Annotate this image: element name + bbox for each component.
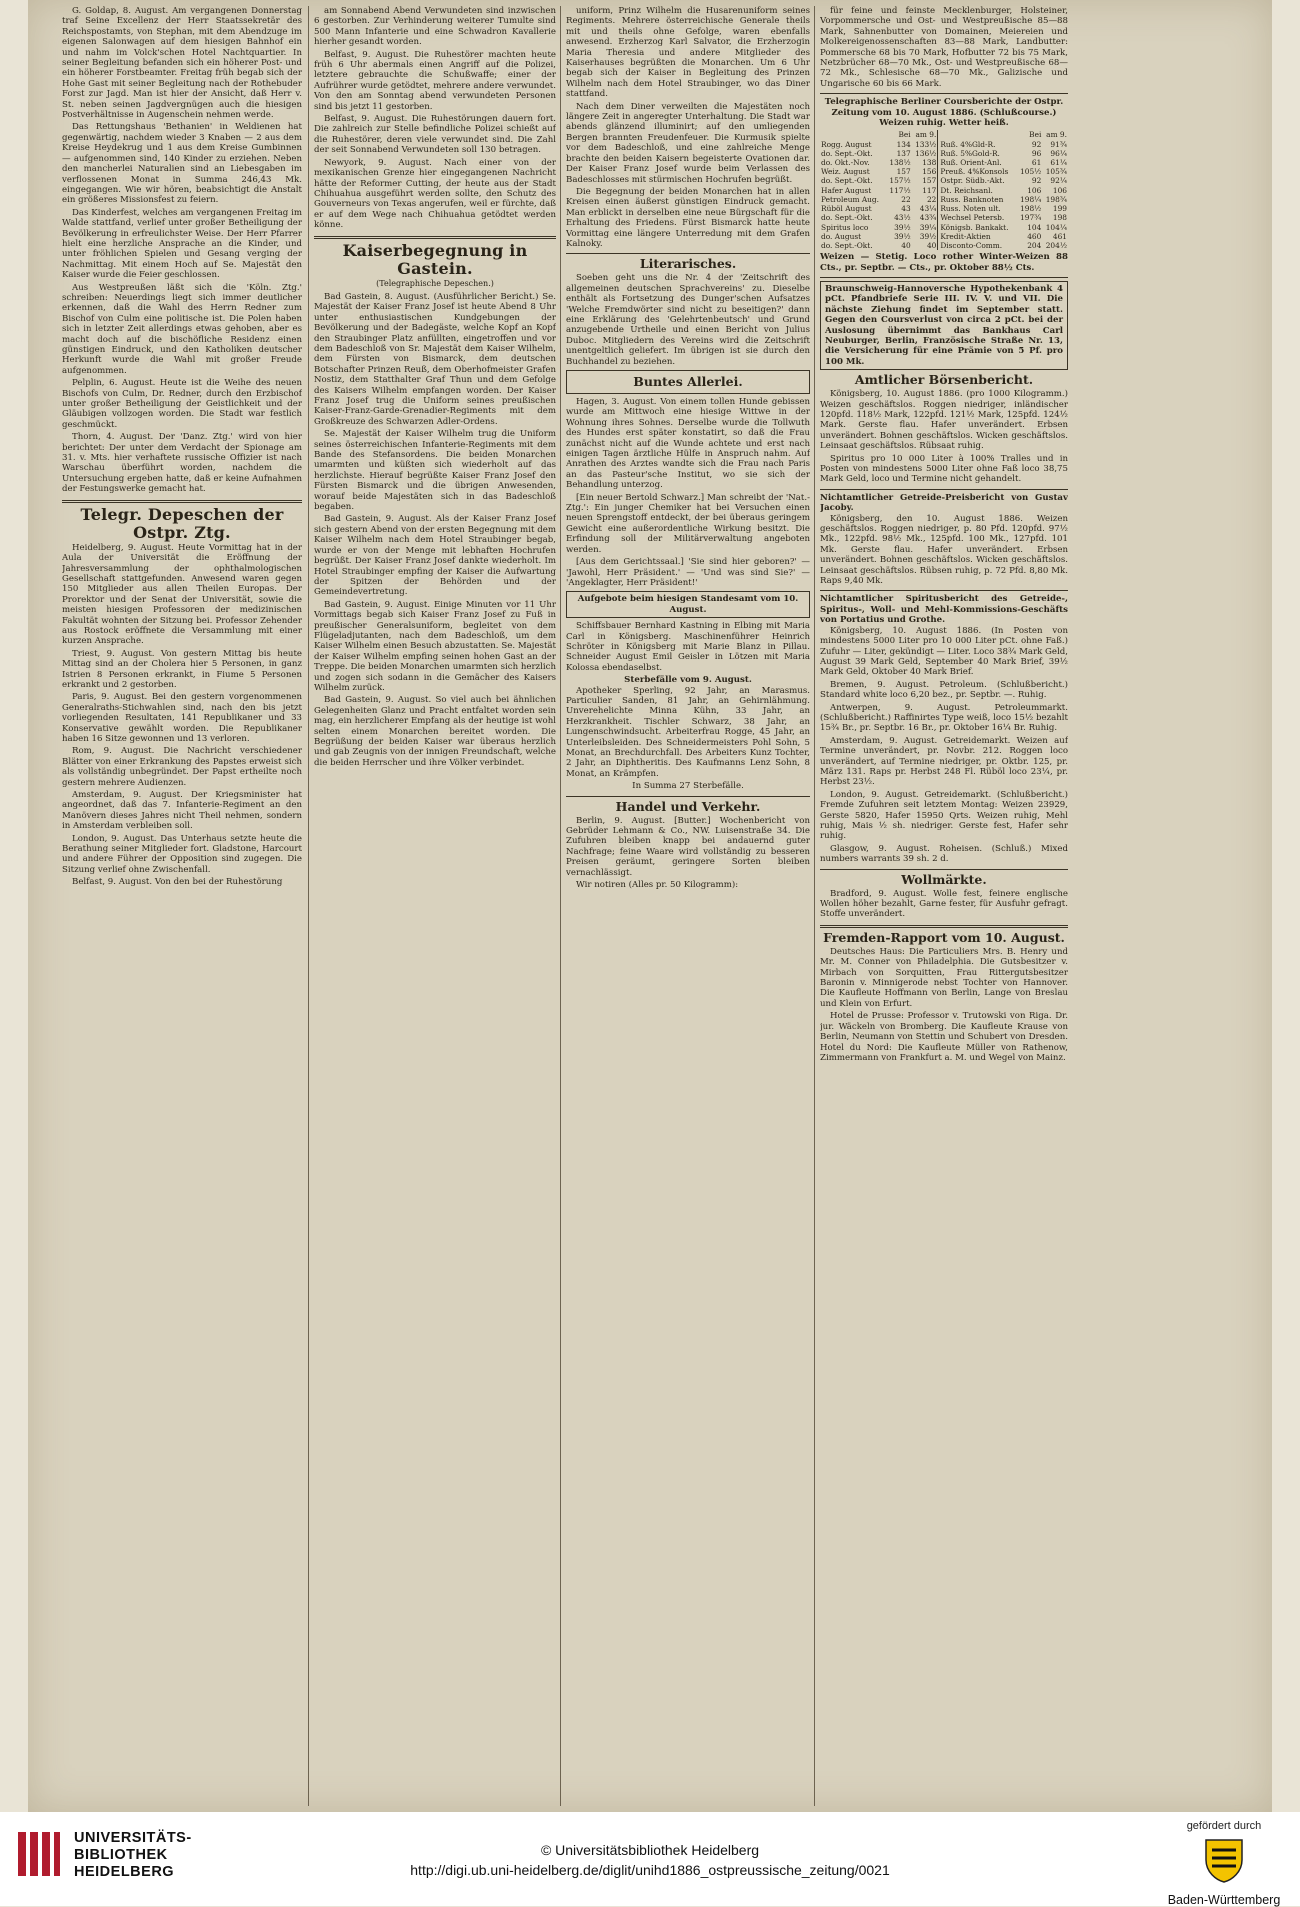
section-divider bbox=[566, 253, 810, 254]
article-paragraph: Hotel de Prusse: Professor v. Trutowski von Riga. Dr. jur. Wäckeln von Bromberg. Die Kaufleute Krause von Berlin, Neumann von Stettin und Schubert von Dresden. Hotel du Nord: Die Kaufleute Müller von Rathenow, Zimmermann von Frankfurt a. M. und Wegel von Mainz. bbox=[820, 1011, 1068, 1063]
rates-cell: 92¼ bbox=[1050, 176, 1067, 186]
section-divider bbox=[566, 796, 810, 797]
article-paragraph: Soeben geht uns die Nr. 4 der 'Zeitschrift des allgemeinen deutschen Sprachvereins' zu. Dieselbe enthält als Fortsetzung des Dunger'schen Aufsatzes 'Welche Fremdwörter sind nicht zu beseitigen?' dann eine Erklärung des 'Gelehrtenbeutsch' und Grund anzugebende Urtheile und einen Bericht von Julius Duboc. Mitgliedern des Vereins wird die Zeitschrift unentgeltlich geliefert. Im übrigen ist sie durch den Buchhandel zu beziehen. bbox=[566, 273, 810, 367]
rates-cell: 117½ bbox=[889, 185, 911, 195]
rates-cell: 136½ bbox=[915, 148, 937, 158]
article-paragraph: uniform, Prinz Wilhelm die Husarenuniform seines Regiments. Mehrere österreichische Generale theils mit und theils ohne Gefolge, waren ebenfalls anwesend. Erzherzog Karl Salvator, die Erzherzogin Maria Theresia und andere Mitglieder des Kaiserhauses begrüßten die Monarchen. Um 6 Uhr begab sich der Kaiser in Begleitung des Prinzen Wilhelm nach dem Hotel Straubinger, wo das Diner stattfand. bbox=[566, 6, 810, 100]
section-divider bbox=[820, 869, 1068, 870]
article-paragraph: Nach dem Diner verweilten die Majestäten noch längere Zeit in angeregter Unterhaltung. Die Stadt war abends glänzend illuminirt; auf den umliegenden Bergen brannten Freudenfeuer. Die Kurmusik spielte vor dem Badeschloß, und eine zahlreiche Menge brachte den beiden Kaisern begeisterte Ovationen dar. Der Kaiser Franz Josef wurde beim Verlassen des Badeschlosses mit stürmischen Hochrufen begrüßt. bbox=[566, 101, 810, 185]
rates-cell: 92 bbox=[1031, 139, 1042, 149]
section-box-buntes bbox=[566, 370, 810, 394]
rates-cell: 133½ bbox=[915, 139, 937, 149]
rates-cell: 138 bbox=[922, 158, 937, 168]
telegram-paragraph: Heidelberg, 9. August. Heute Vormittag hat in der Aula der Universität die Eröffnung der Jahresversammlung der ophthalmologischen Gesellschaft stattgefunden. Anwesend waren gegen 150 Mitglieder aus allen Theilen Europas. Der Prorektor und der Senat der Universität, sowie die meisten hiesigen Professoren der medizinischen Fakultät wohnten der Sitzung bei. Professor Zehender aus Rostock eröffnete die Versammlung mit einer kurzen Ansprache. bbox=[62, 542, 302, 647]
rates-cell: 91¾ bbox=[1050, 139, 1067, 149]
rates-cell: Rogg. August bbox=[821, 139, 872, 149]
rates-cell: 22 bbox=[901, 194, 911, 204]
section-box-standesamt bbox=[566, 591, 810, 618]
rates-header-cell: Bei bbox=[898, 130, 911, 140]
column-3 bbox=[566, 6, 810, 1806]
source-url-link[interactable]: http://digi.ub.uni-heidelberg.de/diglit/unihd1886_ostpreussische_zeitung/0021 bbox=[410, 1862, 890, 1878]
article-paragraph: Bradford, 9. August. Wolle fest, feinere englische Wollen höher bezahlt, Garne fester, für Ausfuhr gefragt. Stoffe unverändert. bbox=[820, 888, 1068, 920]
rates-cell: 39¼ bbox=[919, 222, 937, 232]
rates-cell: 460 bbox=[1027, 231, 1042, 241]
article-paragraph: Berlin, 9. August. [Butter.] Wochenbericht von Gebrüder Lehmann & Co., NW. Luisenstraße 34. Die Zufuhren bleiben knapp bei andauernd guter Nachfrage; feine Waare wird vollständig zu besseren Preisen geräumt, geringere Sorten bleiben vernachlässigt. bbox=[566, 815, 810, 878]
article-paragraph: Bremen, 9. August. Petroleum. (Schlußbericht.) Standard white loco 6,20 bez., pr. Septbr. —. Ruhig. bbox=[820, 679, 1068, 701]
section-heading-kaiser: Kaiserbegegnung in Gastein. bbox=[342, 240, 528, 278]
article-paragraph: Bad Gastein, 9. August. Als der Kaiser Franz Josef sich gestern Abend von der ersten Begegnung mit dem Kaiser Wilhelm nach dem Hotel Straubinger begab, wurde er von der Menge mit lebhaften Hochrufen begrüßt. Der Kaiser Franz Josef dankte wiederholt. Im Hotel Straubinger empfing der Kaiser die Aufwartung der Spitzen der Behörden und der Gemeindevertretung. bbox=[314, 514, 556, 598]
rates-cell: 106 bbox=[1027, 185, 1042, 195]
section-heading-deaths: Sterbefälle vom 9. August. bbox=[624, 675, 752, 686]
section-divider bbox=[820, 489, 1068, 490]
rates-cell: 39½ bbox=[919, 231, 937, 241]
telegram-paragraph: Newyork, 9. August. Nach einer von der mexikanischen Grenze hier eingegangenen Nachricht hätte der Reformer Cutting, der heute aus der Stadt Chihuahua ausgeführt werden sollte, den Schutz des Gouverneurs von Texas angerufen, weil er fürchte, daß er auf dem Wege nach Chihuahua getödtet werden könne. bbox=[314, 157, 556, 231]
library-footer bbox=[0, 1812, 1300, 1906]
rates-cell: 197¾ bbox=[1020, 213, 1042, 223]
rates-cell: Petroleum Aug. bbox=[821, 194, 879, 204]
rates-cell: 157 bbox=[922, 176, 937, 186]
rates-row bbox=[820, 241, 1068, 250]
market-note: Weizen — Stetig. Loco rother Winter-Weizen 88 Cts., pr. Septbr. — Cts., pr. Oktober 88½ Cts. bbox=[820, 252, 1068, 273]
rates-cell: Kredit-Aktien bbox=[938, 232, 1017, 241]
section-heading-standesamt: Aufgebote beim hiesigen Standesamt vom 10. August. bbox=[577, 594, 799, 615]
section-heading-boerse: Amtlicher Börsenbericht. bbox=[854, 372, 1034, 388]
state-coat-of-arms-icon bbox=[1202, 1836, 1246, 1884]
rates-cell: Preuß. 4%Konsols bbox=[938, 167, 1017, 176]
article-paragraph: Bad Gastein, 9. August. So viel auch bei ähnlichen Gelegenheiten Glanz und Pracht entfaltet worden sein mag, ein herzlicherer Empfang als der heutige ist wohl selten einem Monarchen bereitet worden. Die Begrüßung der beiden Kaiser war überaus herzlich und gab Zeugnis von der innigen Freundschaft, welche die beiden Herrscher und ihre Völker verbindet. bbox=[314, 695, 556, 768]
rates-row bbox=[820, 232, 1068, 241]
rates-header-cell: am 9. bbox=[915, 130, 937, 140]
rates-cell: 43½ bbox=[894, 213, 911, 223]
rates-header-cell: Bei bbox=[1029, 130, 1042, 140]
rates-cell: 198½ bbox=[1020, 204, 1042, 214]
telegram-paragraph: Rom, 9. August. Die Nachricht verschiedener Blätter von einer Erkrankung des Papstes erweist sich als vollständig unbegründet. Der Papst ertheilte noch gestern mehrere Audienzen. bbox=[62, 746, 302, 788]
rates-header-row bbox=[820, 130, 1068, 139]
rates-cell: Rüböl August bbox=[821, 204, 872, 214]
section-heading-literary: Literarisches. bbox=[639, 256, 737, 272]
telegram-paragraph: Triest, 9. August. Von gestern Mittag bis heute Mittag sind an der Cholera hier 5 Personen, in ganz Istrien 8 Personen erkrankt, in Fiume 5 Personen erkrankt und 2 gestorben. bbox=[62, 648, 302, 690]
section-divider bbox=[820, 590, 1068, 591]
article-paragraph: Thorn, 4. August. Der 'Danz. Ztg.' wird von hier berichtet: Der unter dem Verdacht der Spionage am 31. v. Mts. hier verhaftete russische Offizier ist nach Warschau überführt worden, nachdem die Untersuchung ergeben hatte, daß er keine Aufnahmen der Festungswerke gemacht hat. bbox=[62, 432, 302, 495]
rates-cell: Dt. Reichsanl. bbox=[938, 186, 1017, 195]
rates-cell: 157 bbox=[896, 167, 911, 177]
section-divider bbox=[820, 925, 1068, 928]
rates-row bbox=[820, 204, 1068, 213]
article-paragraph: Se. Majestät der Kaiser Wilhelm trug die Uniform seines österreichischen Infanterie-Regiments mit dem Bande des Stefansordens. Die beiden Monarchen umarmten und küßten sich wiederholt auf das herzlichste. Hierauf begrüßte Kaiser Franz Josef den Fürsten Bismarck und die übrigen Anwesenden, worauf beide Majestäten sich in das Badeschloß begaben. bbox=[314, 429, 556, 513]
article-paragraph: Bad Gastein, 8. August. (Ausführlicher Bericht.) Se. Majestät der Kaiser Franz Josef ist heute Abend 8 Uhr unter enthusiastischen Kundgebungen der Bevölkerung und der Badegäste, welche Kopf an Kopf den Straubinger Platz anfüllten, eingetroffen und vor dem Badeschloß von Sr. Majestät dem Kaiser Wilhelm, dem Fürsten von Bismarck, dem deutschen Botschafter Prinzen Reuß, dem Oberhofmeister Grafen Nostiz, dem Statthalter Graf Thun und dem Gefolge des Kaisers Wilhelm empfangen worden. Der Kaiser Franz Josef trug die Uniform seines preußischen Kaiser-Franz-Garde-Grenadier-Regiments mit dem Großkreuze des Schwarzen Adler-Ordens. bbox=[314, 291, 556, 427]
rates-cell: Weiz. August bbox=[821, 167, 870, 177]
rates-cell: Ruß. 5%Gold-R. bbox=[938, 149, 1017, 158]
deaths-total: In Summa 27 Sterbefälle. bbox=[632, 781, 744, 792]
exchange-rates-table bbox=[820, 130, 1068, 250]
rates-cell: Ruß. Orient-Anl. bbox=[938, 158, 1017, 167]
section-divider bbox=[314, 236, 556, 239]
rates-row bbox=[820, 158, 1068, 167]
rates-cell: 117 bbox=[922, 185, 937, 195]
section-heading-buntes: Buntes Allerlei. bbox=[633, 374, 743, 389]
section-divider bbox=[820, 93, 1068, 94]
section-divider bbox=[820, 277, 1068, 278]
section-heading-grain: Nichtamtlicher Getreide-Preisbericht von Gustav Jacoby. bbox=[820, 492, 1068, 514]
article-paragraph: Hagen, 3. August. Von einem tollen Hunde gebissen wurde am Mittwoch eine hiesige Wittwe in der Wohnung ihres Sohnes. Derselbe wurde die Tollwuth des Hundes erst später konstatirt, so daß die Frau zunächst nicht auf die Wunde achtete und erst nach einigen Tagen ärztliche Hülfe in Anspruch nahm. Auf Anrathen des Arztes wandte sich die Frau nach Paris an das Pasteur'sche Institut, wo sie sich der Behandlung unterzog. bbox=[566, 397, 810, 491]
rates-cell: Disconto-Comm. bbox=[938, 241, 1017, 250]
telegram-paragraph: Paris, 9. August. Bei den gestern vorgenommenen Generalraths-Stichwahlen sind, nach den bis jetzt vorliegenden Resultaten, 141 Republikaner und 33 Konservative gewählt worden. Die Republikaner haben 16 Sitze gewonnen und 13 verloren. bbox=[62, 692, 302, 744]
article-paragraph: Aus Westpreußen läßt sich die 'Köln. Ztg.' schreiben: Neuerdings liegt sich immer deutlicher erkennen, daß die Wahl des Herrn Redner zum Bischof von Culm eine politische ist. Die Polen haben sich in letzter Zeit allerdings etwas gehoben, aber es macht doch auf die bischöfliche Residenz einen günstigen Eindruck, und den Katholiken deutscher Herkunft wurde die Wahl mit großer Freude aufgenommen. bbox=[62, 282, 302, 376]
rates-cell: 105½ bbox=[1020, 167, 1042, 177]
rates-cell: Ostpr. Südb.-Akt. bbox=[938, 176, 1017, 185]
rates-row bbox=[820, 186, 1068, 195]
article-paragraph: Antwerpen, 9. August. Petroleummarkt. (Schlußbericht.) Raffinirtes Type weiß, loco 15½ bezahlt 15¾ Br., pr. Septbr. 16 Br., pr. Oktober 16¼ Br. Ruhig. bbox=[820, 702, 1068, 734]
telegram-paragraph: am Sonnabend Abend Verwundeten sind inzwischen 6 gestorben. Zur Verhinderung weiterer Tumulte sind 500 Mann Infanterie und eine Schwadron Kavallerie hierher gesandt worden. bbox=[314, 6, 556, 48]
rates-cell: 40 bbox=[901, 240, 911, 250]
column-divider bbox=[308, 6, 309, 1806]
rates-cell: 104¼ bbox=[1045, 222, 1067, 232]
section-heading-visitors: Fremden-Rapport vom 10. August. bbox=[823, 929, 1065, 945]
rates-cell: do. Sept.-Okt. bbox=[821, 240, 873, 250]
article-paragraph: Pelplin, 6. August. Heute ist die Weihe des neuen Bischofs von Culm, Dr. Redner, durch den Erzbischof unter großer Betheiligung der Geistlichkeit und der Gläubigen vollzogen worden. Die Stadt war festlich geschmückt. bbox=[62, 378, 302, 430]
rates-cell: 134 bbox=[896, 139, 911, 149]
article-paragraph: Königsberg, den 10. August 1886. Weizen geschäftslos. Roggen niedriger, p. 80 Pfd. 120pfd. 97½ Mk., 122pfd. 98½ Mk., 125pfd. 100 Mk., 127pfd. 101 Mk. Gerste flau. Hafer unverändert. Erbsen unverändert. Bohnen geschäftslos. Wicken geschäftslos. Leinsaat geschäftslos. Rübsen ruhig, p. 72 Pfd. 8,80 Mk. Raps 9,40 Mk. bbox=[820, 513, 1068, 587]
rates-cell: do. Okt.-Nov. bbox=[821, 158, 870, 168]
rates-cell: 92 bbox=[1031, 176, 1042, 186]
telegram-paragraph: Belfast, 9. August. Die Ruhestörer machten heute früh 6 Uhr abermals einen Angriff auf die Polizei, letztere gebrauchte die Schußwaffe; einer der Aufrührer wurde getödtet, mehrere andere verwundet. Von den am Sonntag abend verwundeten Personen sind bis jetzt 11 gestorben. bbox=[314, 49, 556, 112]
article-paragraph: Bad Gastein, 9. August. Einige Minuten vor 11 Uhr Vormittags begab sich Kaiser Franz Josef zu Fuß in preußischer Generalsuniform, begleitet von dem Flügeladjutanten, nach dem Badeschloß, um dem Kaiser Wilhelm einen Besuch abzustatten. Se. Majestät der Kaiser Wilhelm empfing seinen hohen Gast an der Treppe. Die beiden Monarchen umarmten sich herzlich und zogen sich sodann in die Gemächer des Kaisers Wilhelm zurück. bbox=[314, 599, 556, 693]
newspaper-scan bbox=[28, 0, 1272, 1812]
column-4 bbox=[820, 6, 1068, 1806]
article-paragraph: Amsterdam, 9. August. Getreidemarkt. Weizen auf Termine unverändert, pr. Novbr. 212. Roggen loco unverändert, auf Termine niedriger, pr. Oktbr. 125, pr. März 131. Raps pr. Herbst 248 Fl. Rüböl loco 23¼, pr. Herbst 23½. bbox=[820, 735, 1068, 788]
rates-cell: 39½ bbox=[894, 222, 911, 232]
rates-cell: 105¾ bbox=[1045, 167, 1067, 177]
rates-cell: 204½ bbox=[1045, 240, 1067, 250]
section-divider bbox=[62, 500, 302, 503]
article-paragraph: Königsberg, 10. August 1886. (In Posten von mindestens 5000 Liter pro 10 000 Liter pCt. ohne Faß.) Zufuhr — Liter, gekündigt — Liter. Loco 38¾ Mark Geld, August 39 Mark Geld, September 40 Mark Brief, 39½ Mark Geld, Oktober 40 Mark Brief. bbox=[820, 625, 1068, 678]
column-divider bbox=[560, 6, 561, 1806]
article-paragraph: Die Begegnung der beiden Monarchen hat in allen Kreisen einen äußerst günstigen Eindruck gemacht. Man erblickt in derselben eine neue Bürgschaft für die Erhaltung des Friedens. Fürst Bismarck hatte heute Vormittag eine längere Unterredung mit dem Grafen Kalnoky. bbox=[566, 186, 810, 249]
advertisement-box: Braunschweig-Hannoversche Hypothekenbank 4 pCt. Pfandbriefe Serie III. IV. V. und VII. Die nächste Ziehung findet im September statt. Gegen den Coursverlust von circa 2 pCt. bei der Auslosung übernimmt das Bankhaus Carl Neuburger, Berlin, Französische Straße Nr. 13, die Versicherung für eine Prämie von 5 Pf. pro 100 Mk. bbox=[820, 281, 1068, 370]
rates-header-cell bbox=[820, 130, 886, 139]
library-name: UNIVERSITÄTS- BIBLIOTHEK HEIDELBERG bbox=[74, 1830, 192, 1880]
section-heading-trade: Handel und Verkehr. bbox=[615, 798, 761, 814]
article-paragraph: Wir notiren (Alles pr. 50 Kilogramm): bbox=[576, 880, 739, 891]
article-paragraph: Spiritus pro 10 000 Liter à 100% Tralles und in Posten von mindestens 5000 Liter ohne Faß loco 38,75 Mark Geld, loco und Termine nicht gehandelt. bbox=[820, 453, 1068, 485]
rates-cell: 43 bbox=[901, 204, 911, 214]
rates-cell: Ruß. 4%Gld-R. bbox=[938, 140, 1017, 149]
section-heading-spirits: Nichtamtlicher Spiritusbericht des Getreide-, Spiritus-, Woll- und Mehl-Kommissions-Geschäfts von Portatius und Grothe. bbox=[820, 594, 1068, 626]
rates-cell: 104 bbox=[1027, 222, 1042, 232]
rates-row bbox=[820, 213, 1068, 222]
rates-cell: 39½ bbox=[894, 231, 911, 241]
article-paragraph: [Aus dem Gerichtssaal.] 'Sie sind hier geboren?' — 'Jawohl, Herr Präsident.' — 'Und was sind Sie?' — 'Angeklagter, Herr Präsident!' bbox=[566, 557, 810, 588]
article-paragraph: Das Rettungshaus 'Bethanien' in Weldienen hat gegenwärtig, nachdem wieder 3 Knaben — 2 aus dem Kreise Heydekrug und 1 aus dem Kreise Gumbinnen — aufgenommen sind, 140 Kinder zu erziehen. Neben den mancherlei Naturalien sind an Liebesgaben im verflossenen Monat in Summa 246,43 Mk. eingegangen. Wie wir hören, beabsichtigt die Anstalt ein größeres Missionsfest zu feiern. bbox=[62, 122, 302, 206]
article-paragraph: Deutsches Haus: Die Particuliers Mrs. B. Henry und Mr. M. Conner von Philadelphia. Die Gutsbesitzer v. Mirbach von Sorquitten, Frau Rittergutsbesitzer Baronin v. Minnigerode nebst Tochter von Hannover. Die Kaufleute Hoffmann von Berlin, Lange von Breslau und Klein von Erfurt. bbox=[820, 946, 1068, 1009]
telegram-paragraph: Belfast, 9. August. Die Ruhestörungen dauern fort. Die zahlreich zur Stelle befindliche Polizei schießt auf die Ruhestörer, deren viele verwundet sind. Die Zahl der seit Sonnabend Verwundeten soll 130 betragen. bbox=[314, 114, 556, 156]
telegram-paragraph: London, 9. August. Das Unterhaus setzte heute die Berathung seiner Mitglieder fort. Gladstone, Harcourt und andere Führer der Opposition sind zugegen. Die Sitzung verlief ohne Zwischenfall. bbox=[62, 833, 302, 875]
sponsor-name: Baden-Württemberg bbox=[1167, 1893, 1281, 1907]
rates-cell: 204 bbox=[1027, 240, 1042, 250]
rates-cell: Hafer August bbox=[821, 185, 872, 195]
rates-cell: 138½ bbox=[889, 158, 911, 168]
section-heading-wool: Wollmärkte. bbox=[901, 871, 987, 887]
rates-cell: 96 bbox=[1031, 148, 1042, 158]
rates-cell: 198¼ bbox=[1020, 194, 1042, 204]
article-paragraph: Das Kinderfest, welches am vergangenen Freitag im Walde stattfand, verlief unter großer Betheiligung der Bevölkerung in erfreulichster Weise. Der Herr Pfarrer hielt eine herzliche Ansprache an die Kinder, und unter fröhlichen Spielen und Gesang verging der Nachmittag. Mit einem Hoch auf Se. Majestät den Kaiser wurde die Feier geschlossen. bbox=[62, 207, 302, 281]
rates-cell: 43¼ bbox=[919, 204, 937, 214]
rates-cell: 61 bbox=[1031, 158, 1042, 168]
rates-row bbox=[820, 176, 1068, 185]
rates-header-cell: am 9. bbox=[1046, 130, 1067, 140]
rates-cell: 106 bbox=[1052, 185, 1067, 195]
rates-row bbox=[820, 223, 1068, 232]
rates-row bbox=[820, 167, 1068, 176]
article-paragraph: [Ein neuer Bertold Schwarz.] Man schreibt der 'Nat.-Ztg.': Ein junger Chemiker hat bei Versuchen einen neuen Sprengstoff entdeckt, der bei überaus geringem Gewicht eine außerordentliche Wirkung besitzt. Die Erfindung soll der Militärverwaltung angeboten werden. bbox=[566, 492, 810, 555]
section-heading-exchange: Telegraphische Berliner Coursberichte der Ostpr. Zeitung vom 10. August 1886. (Schlußcourse.) Weizen ruhig. Wetter heiß. bbox=[824, 97, 1064, 129]
section-subheading: (Telegraphische Depeschen.) bbox=[376, 278, 494, 288]
rates-row bbox=[820, 195, 1068, 204]
rates-cell: 156 bbox=[922, 167, 937, 177]
column-2 bbox=[314, 6, 556, 1806]
rates-cell: do. August bbox=[821, 231, 862, 241]
rates-row bbox=[820, 149, 1068, 158]
column-1 bbox=[62, 6, 302, 1806]
rates-cell: 40 bbox=[926, 240, 937, 250]
copyright-notice: © Universitätsbibliothek Heidelberg bbox=[540, 1842, 760, 1858]
section-heading-telegrams: Telegr. Depeschen der Ostpr. Ztg. bbox=[80, 504, 284, 542]
rates-cell: Russ. Banknoten bbox=[938, 195, 1017, 204]
sponsor-label: gefördert durch bbox=[1186, 1820, 1262, 1832]
article-paragraph: Apotheker Sperling, 92 Jahr, an Marasmus. Particulier Sanden, 81 Jahr, an Gehirnlähmung. Unverehelichte Minna Kühn, 33 Jahr, an Herzkrankheit. Tischler Schwarz, 38 Jahr, an Lungenschwindsucht. Arbeiterfrau Rogge, 45 Jahr, an Unterleibsleiden. Des Schneidermeisters Pohl Sohn, 5 Monat, an Brechdurchfall. Des Arbeiters Kunz Tochter, 2 Jahr, an Diphtheritis. Des Kaufmanns Lenz Sohn, 8 Monat, an Krämpfen. bbox=[566, 685, 810, 779]
rates-cell: Königsb. Bankakt. bbox=[938, 223, 1017, 232]
column-divider bbox=[814, 6, 815, 1806]
sponsor-block[interactable] bbox=[1164, 1820, 1284, 1907]
article-paragraph: London, 9. August. Getreidemarkt. (Schlußbericht.) Fremde Zufuhren seit letztem Montag: Weizen 23929, Gerste 5820, Hafer 15950 Qrts. Weizen ruhig, Mehl ruhig, Mais ½ sh. niedriger. Gerste fest, Hafer sehr ruhig. bbox=[820, 789, 1068, 842]
rates-header-cell bbox=[938, 130, 1017, 139]
article-paragraph: Königsberg, 10. August 1886. (pro 1000 Kilogramm.) Weizen geschäftslos. Roggen niedriger, inländischer 120pfd. 118½ Mark, 122pfd. 121½ Mark, 125pfd. 124½ Mark. Gerste flau. Hafer unverändert. Erbsen unverändert. Bohnen geschäftslos. Wicken geschäftslos. Leinsaat geschäftslos. Rübsaat ruhig. bbox=[820, 389, 1068, 452]
rates-cell: 137 bbox=[896, 148, 911, 158]
rates-cell: 198 bbox=[1052, 213, 1067, 223]
rates-cell: Wechsel Petersb. bbox=[938, 213, 1017, 222]
rates-cell: do. Sept.-Okt. bbox=[821, 148, 873, 158]
rates-cell: 61¼ bbox=[1050, 158, 1067, 168]
rates-cell: Russ. Noten ult. bbox=[938, 204, 1017, 213]
telegram-paragraph: Amsterdam, 9. August. Der Kriegsminister hat angeordnet, daß das 7. Infanterie-Regiment an den Manövern dieses Jahres nicht Theil nehmen, sondern in Amsterdam verbleiben soll. bbox=[62, 790, 302, 832]
telegram-paragraph: Belfast, 9. August. Von den bei der Ruhestörung bbox=[72, 877, 283, 888]
rates-row bbox=[820, 140, 1068, 149]
rates-cell: 22 bbox=[926, 194, 937, 204]
rates-cell: do. Sept.-Okt. bbox=[821, 213, 873, 223]
article-paragraph: für feine und feinste Mecklenburger, Holsteiner, Vorpommersche und Ost- und Westpreußische 85—88 Mark, Sahnenbutter von Domainen, Meiereien und Molkereigenossenschaften 83—88 Mark, Landbutter: Pommersche 68 bis 70 Mark, Hofbutter 72 bis 75 Mark, Netzbrücher 68—70 Mk., Ost- und Westpreußische 68—72 Mk., Schlesische 68—70 Mk., Galizische und Ungarische 60 bis 66 Mark. bbox=[820, 6, 1068, 89]
article-paragraph: Schiffsbauer Bernhard Kastning in Elbing mit Maria Carl in Königsberg. Maschinenführer Heinrich Schröter in Königsberg mit Marie Blanz in Pillau. Schneider August Emil Geisler in Lötzen mit Maria Kolossa ebendaselbst. bbox=[566, 621, 810, 673]
rates-cell: 461 bbox=[1052, 231, 1067, 241]
rates-cell: do. Sept.-Okt. bbox=[821, 176, 873, 186]
rates-cell: 96¼ bbox=[1050, 148, 1067, 158]
rates-cell: Spiritus loco bbox=[821, 222, 869, 232]
rates-cell: 43¾ bbox=[919, 213, 937, 223]
article-paragraph: G. Goldap, 8. August. Am vergangenen Donnerstag traf Seine Excellenz der Herr Staatssekretär des Reichspostamts, von Stephan, mit dem Abendzuge im eigenen Salonwagen auf dem hiesigen Bahnhof ein und nahm im Volck'schen Hotel Nachtquartier. In seiner Begleitung befanden sich ein höherer Post- und ein höherer Forstbeamter. Freitag früh begab sich der Hohe Gast mit seiner Begleitung nach der Rothebuder Forst zur Jagd. Man ist hier der Ansicht, daß Herr v. St. neben seinen Jagdvergnügen auch die hiesigen Postverhältnisse in Augenschein nehmen werde. bbox=[62, 6, 302, 121]
rates-cell: 199 bbox=[1052, 204, 1067, 214]
rates-cell: 157½ bbox=[889, 176, 911, 186]
rates-cell: 198¾ bbox=[1045, 194, 1067, 204]
article-paragraph: Glasgow, 9. August. Roheisen. (Schluß.) Mixed numbers warrants 39 sh. 2 d. bbox=[820, 843, 1068, 865]
